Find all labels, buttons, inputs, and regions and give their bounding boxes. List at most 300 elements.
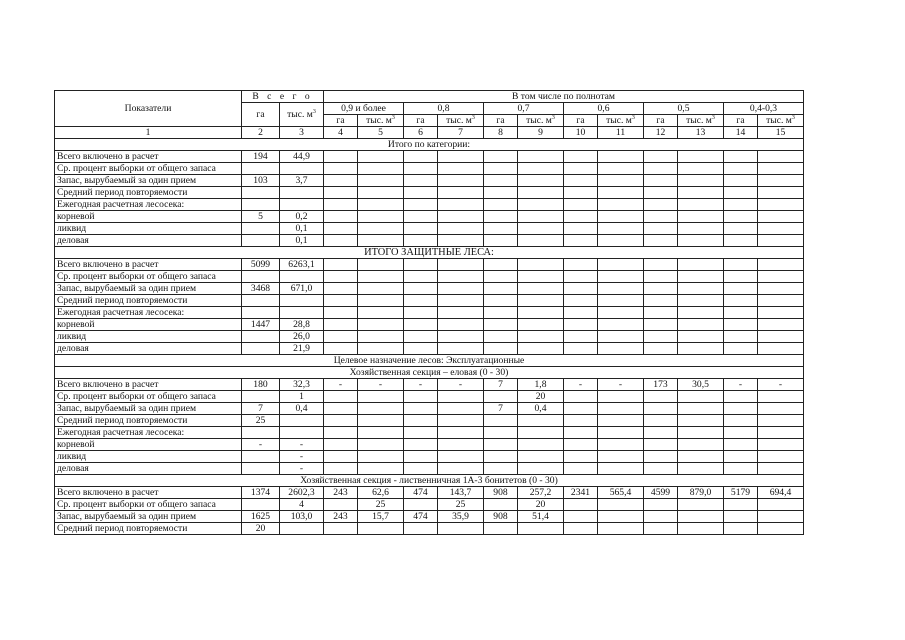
table-cell: - (438, 379, 484, 391)
table-cell: - (358, 379, 404, 391)
table-cell (564, 199, 598, 211)
table-cell (564, 451, 598, 463)
table-cell (758, 187, 804, 199)
table-cell (598, 211, 644, 223)
including-densities-header: В том числе по полнотам (324, 91, 804, 103)
table-cell (242, 427, 280, 439)
table-cell (724, 439, 758, 451)
table-cell (324, 259, 358, 271)
table-cell: 2602,3 (280, 487, 324, 499)
density-header: 0,4-0,3 (724, 103, 804, 115)
column-number-row (55, 127, 804, 139)
density-volume-header: тыс. $м^3$ (438, 115, 484, 127)
table-row (55, 499, 804, 511)
row-label: Ср. процент выборки от общего запаса (55, 163, 242, 175)
row-label: корневой (55, 319, 242, 331)
table-cell (484, 523, 518, 535)
table-cell (484, 295, 518, 307)
table-cell: - (724, 379, 758, 391)
table-cell (484, 307, 518, 319)
table-cell (678, 223, 724, 235)
table-cell (564, 175, 598, 187)
table-cell (644, 331, 678, 343)
table-cell (358, 343, 404, 355)
table-cell: 0,1 (280, 223, 324, 235)
row-label: Ежегодная расчетная лесосека: (55, 307, 242, 319)
table-cell: 51,4 (518, 511, 564, 523)
table-cell (242, 163, 280, 175)
table-cell (758, 295, 804, 307)
table-cell (242, 331, 280, 343)
table-cell (678, 211, 724, 223)
table-cell (404, 175, 438, 187)
total-header: В с е г о (242, 91, 324, 103)
table-cell (644, 499, 678, 511)
table-cell (404, 235, 438, 247)
table-cell (678, 151, 724, 163)
table-cell: 44,9 (280, 151, 324, 163)
section-title: Хозяйственная секция - лиственничная 1А-3 бонитетов (0 - 30) (55, 475, 804, 487)
table-cell (598, 283, 644, 295)
table-cell: 25 (242, 415, 280, 427)
table-cell: 0,2 (280, 211, 324, 223)
table-cell (644, 259, 678, 271)
table-cell (324, 463, 358, 475)
table-cell (758, 499, 804, 511)
table-cell (564, 319, 598, 331)
table-cell (358, 283, 404, 295)
table-cell (484, 259, 518, 271)
table-cell (518, 199, 564, 211)
column-number: 3 (280, 127, 324, 139)
section-title: Целевое назначение лесов: Эксплуатационные (55, 355, 804, 367)
row-label: Запас, вырубаемый за один прием (55, 403, 242, 415)
table-cell (324, 151, 358, 163)
table-cell (280, 295, 324, 307)
column-number: 7 (438, 127, 484, 139)
table-cell: 103,0 (280, 511, 324, 523)
density-volume-header: тыс. $м^3$ (678, 115, 724, 127)
table-cell (724, 343, 758, 355)
density-volume-header: тыс. $м^3$ (518, 115, 564, 127)
table-cell (358, 187, 404, 199)
forest-cutting-table (54, 90, 804, 535)
table-cell (598, 391, 644, 403)
table-cell (598, 259, 644, 271)
table-cell (280, 415, 324, 427)
table-cell (438, 151, 484, 163)
table-cell: 28,8 (280, 319, 324, 331)
table-cell (484, 271, 518, 283)
table-row (55, 307, 804, 319)
table-cell (758, 211, 804, 223)
table-cell (644, 283, 678, 295)
density-header: 0,9 и более (324, 103, 404, 115)
table-cell (758, 427, 804, 439)
table-cell: 25 (438, 499, 484, 511)
row-label: Ежегодная расчетная лесосека: (55, 199, 242, 211)
table-cell (678, 391, 724, 403)
row-label: Запас, вырубаемый за один прием (55, 283, 242, 295)
table-cell (564, 463, 598, 475)
table-cell (598, 439, 644, 451)
table-cell (758, 235, 804, 247)
table-row (55, 199, 804, 211)
table-cell (358, 211, 404, 223)
table-cell (644, 439, 678, 451)
table-cell (644, 235, 678, 247)
table-row (55, 463, 804, 475)
table-cell (678, 235, 724, 247)
table-cell (564, 343, 598, 355)
table-cell (484, 283, 518, 295)
table-cell (598, 163, 644, 175)
column-number: 2 (242, 127, 280, 139)
table-cell (678, 163, 724, 175)
table-cell (404, 439, 438, 451)
table-cell: 3,7 (280, 175, 324, 187)
table-cell (598, 331, 644, 343)
table-cell (644, 415, 678, 427)
table-cell (484, 187, 518, 199)
table-cell (324, 199, 358, 211)
table-cell: - (242, 439, 280, 451)
section-title: Итого по категории: (55, 139, 804, 151)
table-cell: - (280, 463, 324, 475)
table-cell (564, 163, 598, 175)
table-cell (598, 271, 644, 283)
table-row (55, 235, 804, 247)
table-cell (644, 427, 678, 439)
table-cell (438, 295, 484, 307)
table-cell (438, 199, 484, 211)
table-cell: - (598, 379, 644, 391)
row-label: Ср. процент выборки от общего запаса (55, 499, 242, 511)
table-cell (758, 523, 804, 535)
table-cell: 908 (484, 487, 518, 499)
table-cell (564, 403, 598, 415)
table-cell (438, 175, 484, 187)
table-cell: 2341 (564, 487, 598, 499)
table-cell (678, 331, 724, 343)
table-cell (518, 175, 564, 187)
table-cell (564, 391, 598, 403)
table-cell (280, 187, 324, 199)
table-cell (280, 163, 324, 175)
table-cell (280, 523, 324, 535)
column-number: 11 (598, 127, 644, 139)
table-cell (404, 427, 438, 439)
table-cell (758, 511, 804, 523)
table-cell (564, 259, 598, 271)
table-cell (438, 259, 484, 271)
table-cell (644, 175, 678, 187)
table-cell (564, 283, 598, 295)
table-cell (242, 295, 280, 307)
row-label: Средний период повторяемости (55, 523, 242, 535)
section-title: ИТОГО ЗАЩИТНЫЕ ЛЕСА: (55, 247, 804, 259)
header-row-1 (55, 91, 804, 103)
table-cell: 20 (242, 523, 280, 535)
table-cell: 0,4 (280, 403, 324, 415)
table-cell: 243 (324, 487, 358, 499)
table-cell: 5 (242, 211, 280, 223)
table-cell (564, 235, 598, 247)
table-row (55, 523, 804, 535)
section-title-row (55, 367, 804, 379)
table-row (55, 211, 804, 223)
table-cell (724, 259, 758, 271)
table-cell (564, 331, 598, 343)
table-cell (404, 283, 438, 295)
table-row (55, 427, 804, 439)
table-cell (404, 403, 438, 415)
table-cell (758, 259, 804, 271)
forest-cutting-table-sheet (54, 90, 804, 535)
table-cell (758, 391, 804, 403)
table-cell: 7 (484, 379, 518, 391)
table-cell: 1625 (242, 511, 280, 523)
table-cell (678, 295, 724, 307)
table-cell (564, 211, 598, 223)
table-cell (644, 151, 678, 163)
density-volume-header: тыс. $м^3$ (758, 115, 804, 127)
table-cell (484, 319, 518, 331)
row-label: Всего включено в расчет (55, 379, 242, 391)
table-cell (518, 211, 564, 223)
density-header: 0,5 (644, 103, 724, 115)
row-label: ликвид (55, 451, 242, 463)
table-cell (598, 403, 644, 415)
table-cell (564, 439, 598, 451)
table-cell (518, 187, 564, 199)
table-cell (564, 499, 598, 511)
table-row (55, 187, 804, 199)
table-cell (358, 403, 404, 415)
table-cell (758, 439, 804, 451)
table-cell (724, 331, 758, 343)
table-cell: 173 (644, 379, 678, 391)
table-cell (598, 319, 644, 331)
table-cell (758, 223, 804, 235)
row-label: деловая (55, 463, 242, 475)
table-cell (324, 499, 358, 511)
table-cell (724, 199, 758, 211)
table-cell (758, 343, 804, 355)
table-cell (404, 211, 438, 223)
table-cell (678, 259, 724, 271)
table-cell (484, 427, 518, 439)
table-cell (518, 427, 564, 439)
table-cell (678, 415, 724, 427)
table-cell (484, 199, 518, 211)
table-cell (484, 175, 518, 187)
table-cell (678, 271, 724, 283)
table-cell (518, 235, 564, 247)
table-cell (598, 499, 644, 511)
table-cell (324, 175, 358, 187)
table-cell (598, 235, 644, 247)
table-cell (598, 343, 644, 355)
section-title-row (55, 475, 804, 487)
table-cell: 62,6 (358, 487, 404, 499)
density-ga-header: га (404, 115, 438, 127)
table-row (55, 415, 804, 427)
table-cell (484, 415, 518, 427)
table-cell (242, 271, 280, 283)
table-cell (644, 307, 678, 319)
table-cell (678, 307, 724, 319)
table-cell (324, 451, 358, 463)
table-cell (404, 271, 438, 283)
indicators-header: Показатели (55, 91, 242, 127)
table-cell (404, 463, 438, 475)
table-cell (678, 523, 724, 535)
table-cell (598, 295, 644, 307)
table-cell (518, 223, 564, 235)
table-cell (358, 415, 404, 427)
table-cell: - (280, 439, 324, 451)
table-cell (598, 199, 644, 211)
table-cell (438, 283, 484, 295)
table-cell (518, 415, 564, 427)
table-cell (484, 151, 518, 163)
table-cell (724, 163, 758, 175)
table-cell (678, 511, 724, 523)
table-cell (358, 463, 404, 475)
density-volume-header: тыс. $м^3$ (598, 115, 644, 127)
table-cell (678, 199, 724, 211)
table-cell (564, 511, 598, 523)
column-number: 15 (758, 127, 804, 139)
column-number: 14 (724, 127, 758, 139)
table-row (55, 163, 804, 175)
column-number: 12 (644, 127, 678, 139)
table-cell (324, 223, 358, 235)
table-row (55, 487, 804, 499)
row-label: Средний период повторяемости (55, 295, 242, 307)
section-title-row (55, 139, 804, 151)
table-cell (724, 415, 758, 427)
table-cell (518, 163, 564, 175)
table-cell (518, 343, 564, 355)
table-cell (724, 223, 758, 235)
table-cell (324, 403, 358, 415)
table-cell (242, 343, 280, 355)
table-cell (358, 427, 404, 439)
row-label: Средний период повторяемости (55, 415, 242, 427)
row-label: корневой (55, 439, 242, 451)
table-cell (242, 499, 280, 511)
total-volume-header: тыс. $м^3$ (280, 103, 324, 127)
table-cell (404, 331, 438, 343)
table-cell (724, 391, 758, 403)
table-cell (242, 391, 280, 403)
table-cell (724, 235, 758, 247)
table-cell (678, 283, 724, 295)
table-cell (678, 175, 724, 187)
table-cell (724, 295, 758, 307)
table-cell: 30,5 (678, 379, 724, 391)
table-cell (644, 391, 678, 403)
table-cell (404, 163, 438, 175)
table-cell: 6263,1 (280, 259, 324, 271)
density-volume-header: тыс. $м^3$ (358, 115, 404, 127)
table-cell (324, 427, 358, 439)
table-cell: 243 (324, 511, 358, 523)
table-cell: 694,4 (758, 487, 804, 499)
table-cell (678, 463, 724, 475)
table-cell (598, 523, 644, 535)
table-cell (724, 187, 758, 199)
table-row (55, 343, 804, 355)
table-cell (438, 331, 484, 343)
section-title-row (55, 247, 804, 259)
table-cell (404, 199, 438, 211)
table-row (55, 151, 804, 163)
table-cell: 257,2 (518, 487, 564, 499)
table-cell (564, 295, 598, 307)
table-cell (518, 259, 564, 271)
table-cell (484, 235, 518, 247)
table-cell: 908 (484, 511, 518, 523)
table-cell (644, 211, 678, 223)
table-row (55, 439, 804, 451)
table-cell (518, 331, 564, 343)
table-cell (358, 319, 404, 331)
table-cell: 143,7 (438, 487, 484, 499)
table-cell (242, 451, 280, 463)
table-cell (358, 391, 404, 403)
table-cell (758, 307, 804, 319)
column-number: 10 (564, 127, 598, 139)
table-row (55, 451, 804, 463)
table-cell (404, 391, 438, 403)
density-ga-header: га (484, 115, 518, 127)
table-cell (404, 343, 438, 355)
table-cell (724, 283, 758, 295)
table-cell (358, 199, 404, 211)
table-cell (678, 439, 724, 451)
table-cell: - (324, 379, 358, 391)
table-cell (358, 451, 404, 463)
table-cell (438, 415, 484, 427)
table-cell (644, 403, 678, 415)
table-cell: 7 (484, 403, 518, 415)
table-cell (242, 199, 280, 211)
table-cell (724, 175, 758, 187)
table-cell (358, 307, 404, 319)
table-cell: - (280, 451, 324, 463)
table-cell: 25 (358, 499, 404, 511)
table-row (55, 295, 804, 307)
section-title-row (55, 355, 804, 367)
table-cell (644, 463, 678, 475)
table-cell: 5099 (242, 259, 280, 271)
table-cell (404, 151, 438, 163)
density-ga-header: га (644, 115, 678, 127)
table-cell (598, 175, 644, 187)
row-label: деловая (55, 235, 242, 247)
table-cell (758, 415, 804, 427)
column-number: 1 (55, 127, 242, 139)
row-label: Ср. процент выборки от общего запаса (55, 391, 242, 403)
column-number: 8 (484, 127, 518, 139)
table-cell (324, 343, 358, 355)
table-cell (644, 295, 678, 307)
table-cell (564, 307, 598, 319)
row-label: Запас, вырубаемый за один прием (55, 175, 242, 187)
